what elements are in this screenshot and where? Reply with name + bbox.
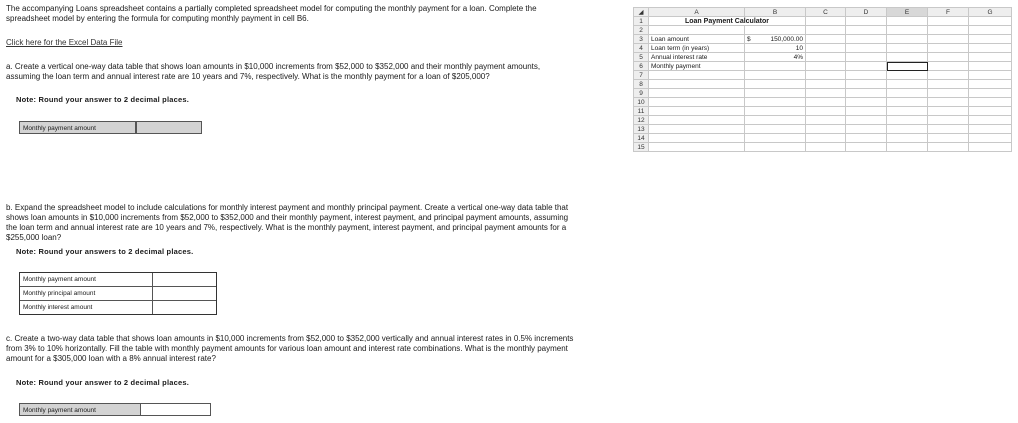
selected-cell-e6[interactable]: [887, 62, 928, 71]
column-header-c[interactable]: C: [806, 8, 846, 17]
row-header[interactable]: 15: [634, 143, 649, 152]
cell-b5[interactable]: 4%: [745, 53, 806, 62]
part-a-answer-row: [19, 121, 202, 134]
sheet-title[interactable]: Loan Payment Calculator: [649, 17, 806, 26]
row-header[interactable]: 10: [634, 98, 649, 107]
cell-a5[interactable]: Annual interest rate: [649, 53, 745, 62]
column-header-f[interactable]: F: [928, 8, 969, 17]
excel-data-link[interactable]: Click here for the Excel Data File: [6, 38, 123, 47]
loan-amount-value: 150,000.00: [770, 35, 803, 43]
row-header[interactable]: 14: [634, 134, 649, 143]
part-c-question: c. Create a two-way data table that shows loan amounts in $10,000 increments from $52,000 to $352,000 vertically and annual interest rates in 0.5% increments from 3% to 10% horizontally. Fill the table with monthly payment amounts for various loan amount and interest rate combinations. What is the monthly payment amount for a $305,000 loan with a 8% annual interest rate?: [6, 334, 574, 363]
cell-a4[interactable]: Loan term (in years): [649, 44, 745, 53]
cell-b4[interactable]: 10: [745, 44, 806, 53]
intro-text: The accompanying Loans spreadsheet contains a partially completed spreadsheet model for computing the monthly payment for a loan. Complete the spreadsheet model by entering the formula for computing monthly payment in cell B6.: [6, 4, 537, 23]
row-header[interactable]: 5: [634, 53, 649, 62]
part-a-answer-label: Monthly payment amount: [19, 121, 135, 134]
row-header[interactable]: 1: [634, 17, 649, 26]
part-c-note: Note: Round your answer to 2 decimal places.: [16, 378, 190, 387]
row-header[interactable]: 9: [634, 89, 649, 98]
part-a-answer-input[interactable]: [135, 121, 202, 134]
row-header[interactable]: 3: [634, 35, 649, 44]
cell-b3[interactable]: [745, 35, 806, 44]
part-b-input-interest[interactable]: [153, 301, 216, 314]
cell-a3[interactable]: Loan amount: [649, 35, 745, 44]
row-header[interactable]: 12: [634, 116, 649, 125]
part-b-note: Note: Round your answers to 2 decimal places.: [16, 247, 194, 256]
part-c-answer-row: [19, 403, 211, 416]
part-b-label-interest: Monthly interest amount: [20, 301, 153, 314]
currency-symbol: $: [747, 35, 751, 43]
cell-a6[interactable]: Monthly payment: [649, 62, 745, 71]
row-header[interactable]: 6: [634, 62, 649, 71]
row-header[interactable]: 2: [634, 26, 649, 35]
part-b-answer-group: [19, 272, 217, 315]
spreadsheet: [633, 7, 1012, 152]
row-header[interactable]: 7: [634, 71, 649, 80]
select-all-corner[interactable]: ◢: [634, 8, 649, 17]
row-header[interactable]: 13: [634, 125, 649, 134]
part-b-input-payment[interactable]: [153, 273, 216, 286]
cell-b6[interactable]: [745, 62, 806, 71]
part-b-input-principal[interactable]: [153, 287, 216, 300]
column-header-d[interactable]: D: [846, 8, 887, 17]
column-header-a[interactable]: A: [649, 8, 745, 17]
part-b-label-principal: Monthly principal amount: [20, 287, 153, 300]
part-b-question: b. Expand the spreadsheet model to include calculations for monthly interest payment and monthly principal payment. Create a vertical one-way data table that shows loan amounts in $10,000 increments from $52,000 to $352,000 and their monthly payment, interest payment, and principal payment amounts, assuming the loan term and annual interest rate are 10 years and 7%, respectively. What is the monthly payment, interest payment, and principal payment amounts for a $255,000 loan?: [6, 203, 569, 242]
column-header-g[interactable]: G: [969, 8, 1012, 17]
row-header[interactable]: 4: [634, 44, 649, 53]
part-c-answer-input[interactable]: [140, 403, 211, 416]
column-header-e[interactable]: E: [887, 8, 928, 17]
column-header-b[interactable]: B: [745, 8, 806, 17]
part-c-answer-label: Monthly payment amount: [19, 403, 140, 416]
part-a-question: a. Create a vertical one-way data table that shows loan amounts in $10,000 increments from $52,000 to $352,000 and their monthly payment amounts, assuming the loan term and annual interest rate are 10 years and 7%, respectively. What is the monthly payment for a loan of $205,000?: [6, 62, 541, 81]
part-b-label-payment: Monthly payment amount: [20, 273, 153, 286]
part-a-note: Note: Round your answer to 2 decimal places.: [16, 95, 190, 104]
row-header[interactable]: 8: [634, 80, 649, 89]
row-header[interactable]: 11: [634, 107, 649, 116]
